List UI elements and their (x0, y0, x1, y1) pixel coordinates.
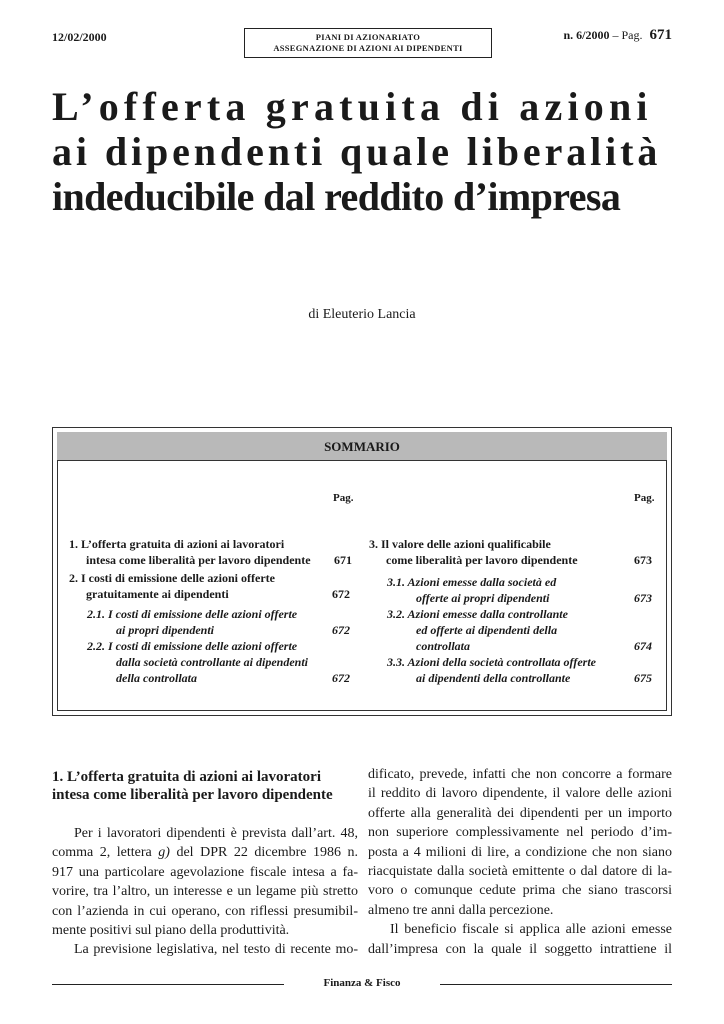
toc-entry-3-2[interactable] (387, 606, 568, 654)
body-line: il reddito di lavoro dipendente, il valore delle azioni (368, 786, 672, 802)
body-line: dificato, prevede, infatti che non concorre a formare (368, 767, 672, 782)
body-line: mente positivi sul piano della produttività. (52, 923, 290, 939)
toc-page-2-1: 672 (332, 623, 350, 637)
footer-rule-right (440, 984, 672, 985)
body-line: voro o comunque cedute prima che siano trascorsi (368, 883, 672, 899)
body-line: La previsione legislativa, nel testo di recente mo- (74, 942, 358, 958)
body-column-right (368, 765, 672, 959)
body-line: Per i lavoratori dipendenti è prevista dall’art. 48, (74, 826, 358, 841)
toc-page-3-2: 674 (634, 639, 652, 653)
issue-number: n. 6/2000 (563, 28, 610, 42)
page-prefix: – Pag. (612, 28, 643, 42)
toc-entry-text: 2.1. I costi di emissione delle azioni offerte (87, 607, 298, 621)
body-line: offerte alla generalità dei dipendenti per un importo (368, 805, 672, 821)
section-1-heading (52, 768, 358, 804)
toc-entry-text: 3.2. Azioni emesse dalla controllante (387, 607, 568, 621)
toc-entry-text: controllata (416, 639, 471, 653)
toc-page-3: 673 (634, 553, 652, 567)
toc-entry-text: gratuitamente ai dipendenti (86, 587, 229, 601)
toc-page-3-3: 675 (634, 671, 652, 685)
toc-entry-2-2[interactable] (87, 638, 308, 686)
toc-entry-3-3[interactable] (387, 654, 596, 686)
toc-entry-text: 1. L’offerta gratuita di azioni ai lavoratori (69, 537, 285, 551)
toc-page-3-1: 673 (634, 591, 652, 605)
toc-entry-2[interactable] (69, 570, 275, 602)
toc-entry-text: 2.2. I costi di emissione delle azioni offerte (87, 639, 298, 653)
footer-publication: Finanza & Fisco (323, 977, 401, 989)
title-line-3: indeducibile dal reddito d’impresa (52, 174, 621, 219)
body-line: non superiore complessivamente nel periodo d’im- (368, 825, 672, 841)
author-byline: di Eleuterio Lancia (308, 307, 416, 322)
letter-reference: g) (158, 845, 170, 861)
section-label-line2: ASSEGNAZIONE DI AZIONI AI DIPENDENTI (273, 43, 463, 53)
section-1-heading-line2: intesa come liberalità per lavoro dipendente (52, 787, 333, 803)
toc-entry-1[interactable] (69, 536, 311, 568)
section-label-line1: PIANI DI AZIONARIATO (315, 32, 421, 42)
body-line: vorire, tra l’altro, un interesse e un legame più stretto (52, 884, 358, 900)
body-line: 917 una particolare agevolazione fiscale intesa a fa- (52, 864, 358, 880)
toc-entry-text: intesa come liberalità per lavoro dipendente (86, 553, 311, 567)
toc-entry-text: offerte ai propri dipendenti (416, 591, 550, 605)
issue-page-info (563, 27, 672, 44)
body-line: Il beneficio fiscale si applica alle azioni emesse (390, 922, 672, 938)
section-1-heading-line1: 1. L’offerta gratuita di azioni ai lavoratori (52, 769, 321, 785)
toc-entry-text: ed offerte ai dipendenti della (416, 623, 558, 637)
body-line: con l’azienda in cui operano, con riflessi presumibil- (52, 903, 358, 919)
title-line-2: ai dipendenti quale liberalità (52, 129, 662, 174)
pag-label-left: Pag. (333, 492, 354, 504)
toc-page-1: 671 (334, 553, 352, 567)
toc-entry-text: 3.1. Azioni emesse dalla società ed (387, 575, 557, 589)
toc-entry-text: 3.3. Azioni della società controllata offerte (387, 655, 596, 669)
section-label-box (244, 28, 492, 58)
issue-date: 12/02/2000 (52, 30, 107, 44)
body-line-text: comma 2, lettera g) del DPR 22 dicembre 1986 n. (52, 845, 359, 861)
article-title (52, 84, 672, 219)
body-line: riacquistate dalla società emittente o dal datore di la- (368, 864, 672, 880)
title-line-1: L’offerta gratuita di azioni (52, 84, 653, 129)
toc-page-2: 672 (332, 587, 350, 601)
summary-heading: SOMMARIO (57, 432, 667, 461)
toc-entry-text: come liberalità per lavoro dipendente (386, 553, 578, 567)
body-line (52, 843, 358, 862)
toc-entry-2-1[interactable] (87, 606, 297, 638)
toc-entry-text: della controllata (116, 671, 197, 685)
toc-entry-text: dalla società controllante ai dipendenti (116, 655, 308, 669)
toc-entry-3[interactable] (369, 536, 578, 568)
body-line: posta a 4 milioni di lire, a condizione che non siano (368, 844, 672, 860)
pag-label-right: Pag. (634, 492, 655, 504)
toc-entry-text: 2. I costi di emissione delle azioni offerte (69, 571, 275, 585)
body-line: almeno tre anni dalla percezione. (368, 902, 554, 918)
toc-entry-text: 3. Il valore delle azioni qualificabile (369, 537, 551, 551)
toc-entry-3-1[interactable] (387, 574, 556, 606)
body-line: dall’impresa con la quale il soggetto intrattiene il (368, 941, 672, 957)
body-column-left (52, 824, 358, 960)
toc-entry-text: ai dipendenti della controllante (416, 671, 571, 685)
page-number: 671 (649, 27, 672, 43)
toc-page-2-2: 672 (332, 671, 350, 685)
toc-entry-text: ai propri dipendenti (116, 623, 215, 637)
